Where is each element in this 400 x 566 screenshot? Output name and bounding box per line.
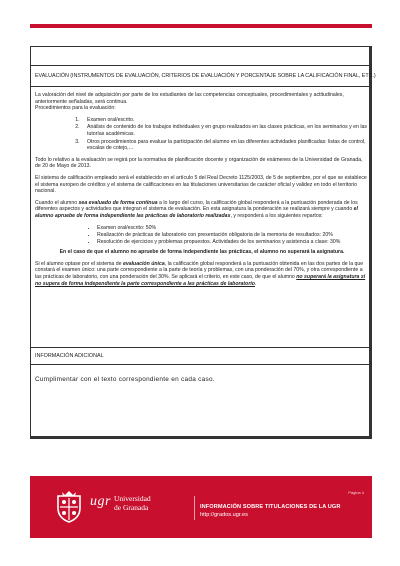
informacion-adicional-header-text: INFORMACIÓN ADICIONAL: [35, 353, 104, 359]
continua-paragraph: Cuando el alumno sea evaluado de forma continua a lo largo del curso, la calificación global responderá a la puntuación ponderada de los diferentes aspectos y actividades que integran el sistema de evaluación. En esta asignatura la ponderación se realizará siempre y cuando el alumno apruebe de forma independiente las prácticas de laboratorio realizadas, y responderá a los siguientes repartos:: [35, 199, 358, 219]
procedimientos-list: [35, 117, 369, 152]
universidad-name: Universidad de Granada: [114, 494, 151, 512]
evaluacion-body: [35, 92, 369, 292]
ugr-logo-text: ugr: [90, 494, 111, 509]
list-item: • Examen oral/escrito: 50%: [97, 225, 369, 232]
footer-divider: [194, 496, 195, 520]
list-item: • Realización de prácticas de laboratorio con presentación obligatoria de la memoria de resultados: 20%: [97, 232, 369, 239]
normativa-paragraph: Todo lo relativo a la evaluación se regirá por la normativa de planificación docente y organización de exámenes de la Universidad de Granada, de 20 de Mayo de 2013.: [35, 156, 363, 170]
footer-url-link[interactable]: http://grados.ugr.es: [200, 512, 248, 518]
aviso-paragraph: En el caso de que el alumno no apruebe de forma independiente las prácticas, el alumno no superará la asignatura.: [59, 249, 345, 256]
footer-title: INFORMACIÓN SOBRE TITULACIONES DE LA UGR: [200, 504, 341, 510]
informacion-adicional-text: Cumplimentar con el texto correspondiente en cada caso.: [35, 376, 215, 383]
top-accent-bar: [30, 24, 372, 28]
evaluacion-header: [30, 65, 376, 87]
list-item: • Resolución de ejercicios y problemas propuestos. Actividades de los seminarios y asistencia a clase: 30%: [97, 239, 369, 246]
evaluacion-header-text: EVALUACIÓN (INSTRUMENTOS DE EVALUACIÓN, CRITERIOS DE EVALUACIÓN Y PORCENTAJE SOBRE LA CALIFICACIÓN FINAL, ETC.): [35, 73, 376, 79]
evaluacion-unica-paragraph: Si el alumno optase por el sistema de evaluación única, la calificación global responderá a la puntuación obtenida en las dos partes de la que constará el examen único: una parte correspondiente a la parte de teoría y problemas, con una ponderación del 70%, y otra correspondiente a las prácticas de laboratorio, con una ponderación del 30%. Se aplicará el criterio, en este caso, de que el alumno no superará la asignatura si no supera de forma independiente la parte correspondiente a las prácticas de laboratorio.: [35, 260, 366, 287]
ugr-seal-icon: [54, 490, 84, 524]
list-item: 3. Otros procedimientos para evaluar la participación del alumno en las diferentes actividades planificadas: listas de control, escalas de cotejo,…: [81, 139, 369, 152]
footer-banner: [30, 476, 372, 538]
page-number: Página 4: [348, 490, 364, 495]
repartos-list: [35, 225, 369, 246]
list-item: 1. Examen oral/escrito.: [81, 117, 369, 124]
intro-paragraph: La valoración del nivel de adquisición por parte de los estudiantes de las competencias conceptuales, procedimentales y actitudinales, anteriormente señaladas, será continua. Procedimientos para la evaluación:: [35, 92, 344, 112]
sistema-paragraph: El sistema de calificación empleado será el establecido en el artículo 5 del Real Decreto 1125/2003, de 5 de septiembre, por el que se establece el sistema europeo de créditos y el sistema de calificaciones en las titulaciones universitarias de carácter oficial y validez en todo el territorio nacional.: [35, 174, 367, 195]
informacion-adicional-header: [30, 347, 372, 365]
list-item: 2. Análisis de contenido de los trabajos individuales y en grupo realizados en las clases prácticas, en los seminarios y en las tutorías académicas.: [81, 124, 369, 137]
